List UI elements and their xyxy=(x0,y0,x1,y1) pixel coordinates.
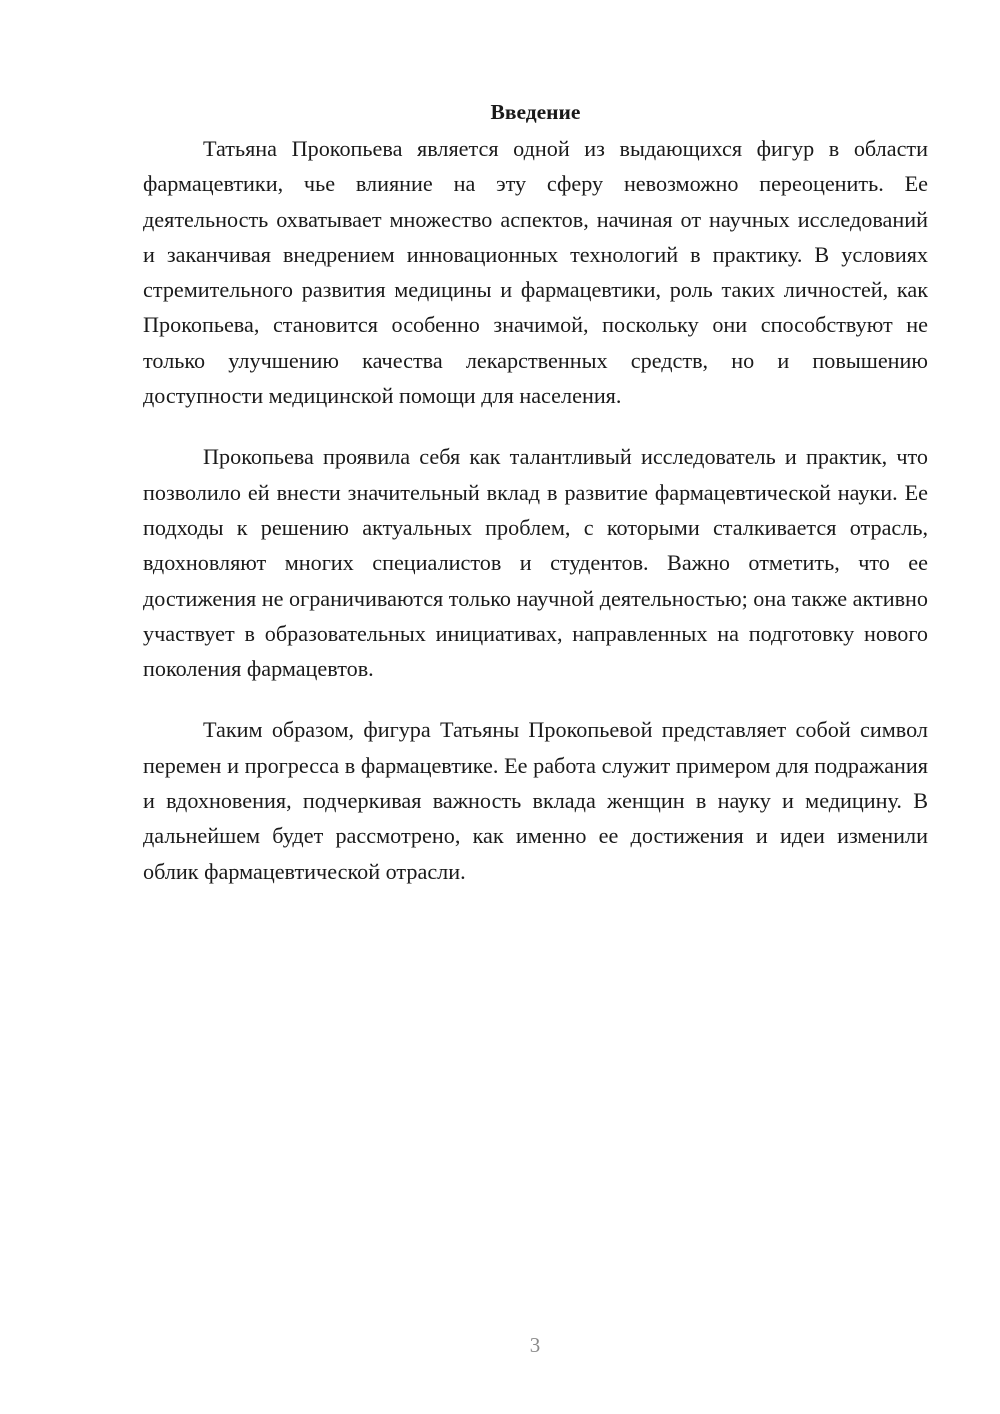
paragraph-1: Татьяна Прокопьева является одной из выдающихся фигур в области фармацевтики, чье влияние на эту сферу невозможно переоценить. Ее деятельность охватывает множество аспектов, начиная от научных исследований и заканчивая внедрением инновационных технологий в практику. В условиях стремительного развития медицины и фармацевтики, роль таких личностей, как Прокопьева, становится особенно значимой, поскольку они способствуют не только улучшению качества лекарственных средств, но и повышению доступности медицинской помощи для населения. xyxy=(143,136,928,409)
paragraph-3: Таким образом, фигура Татьяны Прокопьевой представляет собой символ перемен и прогресса в фармацевтике. Ее работа служит примером для подражания и вдохновения, подчеркивая важность вклада женщин в науку и медицину. В дальнейшем будет рассмотрено, как именно ее достижения и идеи изменили облик фармацевтической отрасли. xyxy=(143,717,928,884)
section-heading: Введение xyxy=(490,100,581,124)
page-number: 3 xyxy=(529,1333,541,1357)
page-content xyxy=(143,93,928,889)
paragraph-2: Прокопьева проявила себя как талантливый исследователь и практик, что позволило ей внести значительный вклад в развитие фармацевтической науки. Ее подходы к решению актуальных проблем, с которыми сталкивается отрасль, вдохновляют многих специалистов и студентов. Важно отметить, что ее достижения не ограничиваются только научной деятельностью; она также активно участвует в образовательных инициативах, направленных на подготовку нового поколения фармацевтов. xyxy=(143,444,929,682)
